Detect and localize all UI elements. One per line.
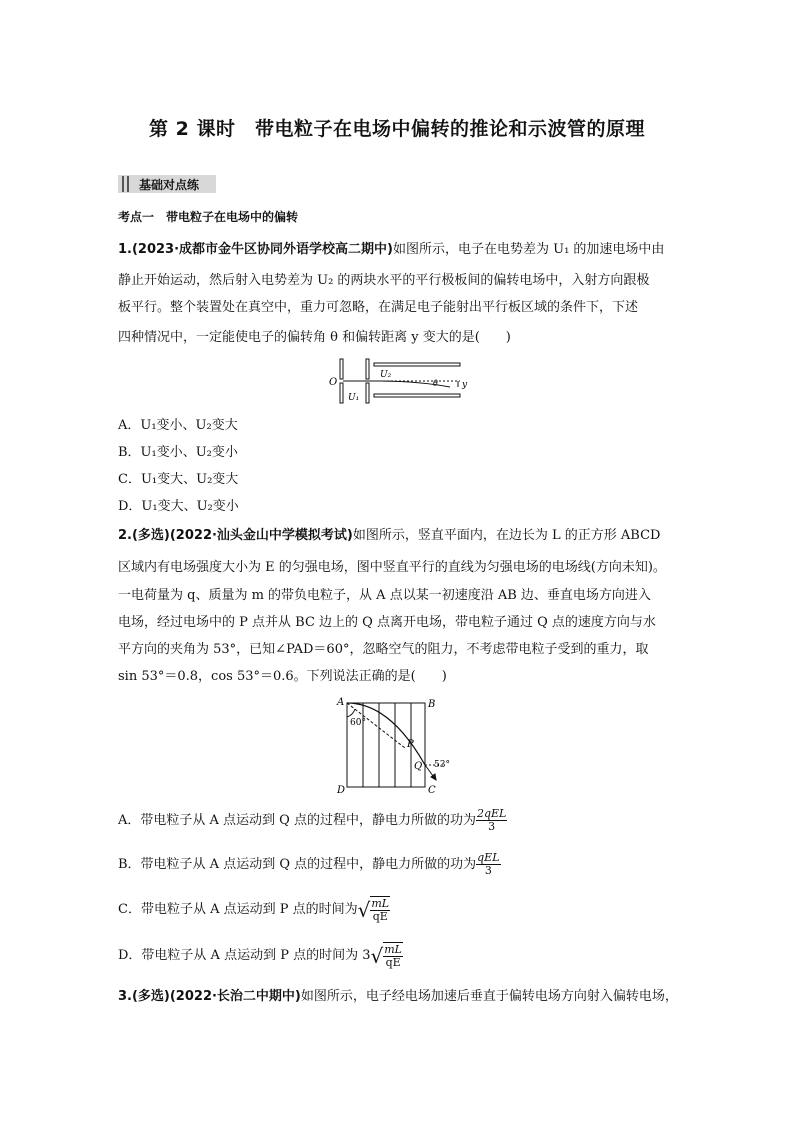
- q2-line2: 区域内有电场强度大小为 E 的匀强电场，图中竖直平行的直线为匀强电场的电场线(方向未知)。: [118, 560, 666, 575]
- page-title: 第 2 课时 带电粒子在电场中偏转的推论和示波管的原理: [149, 118, 645, 140]
- q2-line6: sin 53°＝0.8，cos 53°＝0.6。下列说法正确的是( ): [118, 669, 447, 684]
- q1-line1: 1.(2023·成都市金牛区协同外语学校高二期中)如图所示，电子在电势差为 U₁ 的加速电场中由: [118, 242, 665, 257]
- section-badge: [118, 175, 216, 193]
- label-Q: Q: [414, 761, 423, 772]
- label-D: D: [337, 785, 346, 795]
- label-53deg: 53°: [434, 760, 450, 770]
- label-C: C: [428, 785, 436, 795]
- deflect-plate-bottom: [374, 394, 460, 397]
- q1-figure: [328, 355, 470, 407]
- q2-line5: 平方向的夹角为 53°，已知∠PAD＝60°，忽略空气的阻力，不考虑带电粒子受到的重力，取: [118, 642, 649, 657]
- topic-heading: 考点一 带电粒子在电场中的偏转: [118, 210, 299, 224]
- accel-plate-left-bottom: [340, 383, 343, 403]
- q1-option-b[interactable]: B．U₁变小、U₂变小: [118, 445, 238, 460]
- label-B: B: [428, 699, 436, 710]
- fraction: $\frac{mL}{qE}$: [384, 943, 402, 969]
- label-P: P: [407, 739, 414, 750]
- q2-line3: 一电荷量为 q、质量为 m 的带负电粒子，从 A 点以某一初速度沿 AB 边、垂直电场方向进入: [118, 588, 651, 603]
- section-label: 基础对点练: [139, 177, 200, 192]
- label-theta: θ: [433, 379, 438, 388]
- q1-option-a[interactable]: A．U₁变小、U₂变大: [118, 418, 238, 433]
- label-60deg: 60°: [350, 718, 366, 728]
- q3-line1: 3.(多选)(2022·长治二中期中)如图所示，电子经电场加速后垂直于偏转电场方向射入偏转电场，: [118, 989, 678, 1004]
- accel-plate-right-bottom: [366, 383, 369, 403]
- label-y: y: [462, 380, 468, 390]
- label-U2: U₂: [380, 370, 392, 380]
- badge-bar: [122, 176, 124, 192]
- q1-option-d[interactable]: D．U₁变大、U₂变小: [118, 499, 239, 514]
- trajectory: [347, 703, 425, 765]
- fraction: $\frac{\text{qEL}}{3}$: [477, 851, 500, 877]
- q1-line3: 板平行。整个装置处在真空中，重力可忽略，在满足电子能射出平行板区域的条件下，下述: [118, 300, 639, 315]
- q1-option-c[interactable]: C．U₁变大、U₂变大: [118, 472, 239, 487]
- angle-60-arc: [347, 709, 355, 717]
- accel-plate-right-top: [366, 359, 369, 379]
- q2-line1: 2.(多选)(2022·汕头金山中学模拟考试)如图所示，竖直平面内，在边长为 L 的正方形 ABCD: [118, 528, 661, 543]
- q1-line4: 四种情况中，一定能使电子的偏转角 θ 和偏转距离 y 变大的是( ): [118, 330, 511, 345]
- q2-option-b[interactable]: B．带电粒子从 A 点运动到 Q 点的过程中，静电力所做的功为 $\frac{\text{qEL}}{3}$: [118, 851, 500, 877]
- q1-source: 1.(2023·成都市金牛区协同外语学校高二期中): [118, 242, 393, 257]
- sqrt-expression: √ $\frac{mL}{qE}$: [357, 897, 390, 923]
- fraction: $\frac{mL}{qE}$: [371, 897, 390, 923]
- q2-option-c[interactable]: C．带电粒子从 A 点运动到 P 点的时间为 √ $\frac{mL}{qE}$: [118, 897, 390, 923]
- badge-bar: [127, 176, 129, 192]
- fraction: $\frac{\text{2qEL}}{3}$: [476, 807, 507, 833]
- q2-option-d[interactable]: D．带电粒子从 A 点运动到 P 点的时间为 3 √ $\frac{mL}{qE}$: [118, 943, 402, 969]
- q2-figure: [335, 695, 465, 795]
- deflect-plate-top: [374, 363, 460, 366]
- sqrt-expression: √ $\frac{mL}{qE}$: [370, 943, 402, 969]
- q3-source: 3.(多选)(2022·长治二中期中): [118, 989, 301, 1004]
- label-O: O: [329, 377, 338, 388]
- label-U1: U₁: [348, 393, 360, 403]
- q2-option-a[interactable]: A．带电粒子从 A 点运动到 Q 点的过程中，静电力所做的功为 $\frac{\text{2qEL}}{3}$: [118, 807, 507, 833]
- accel-plate-left-top: [340, 359, 343, 379]
- q2-source: 2.(多选)(2022·汕头金山中学模拟考试): [118, 528, 353, 543]
- q1-line2: 静止开始运动，然后射入电势差为 U₂ 的两块水平的平行极板间的偏转电场中，入射方向跟极: [118, 273, 650, 288]
- label-A: A: [337, 697, 345, 708]
- q2-line4: 电场，经过电场中的 P 点并从 BC 边上的 Q 点离开电场，带电粒子通过 Q 点的速度方向与水: [118, 615, 656, 630]
